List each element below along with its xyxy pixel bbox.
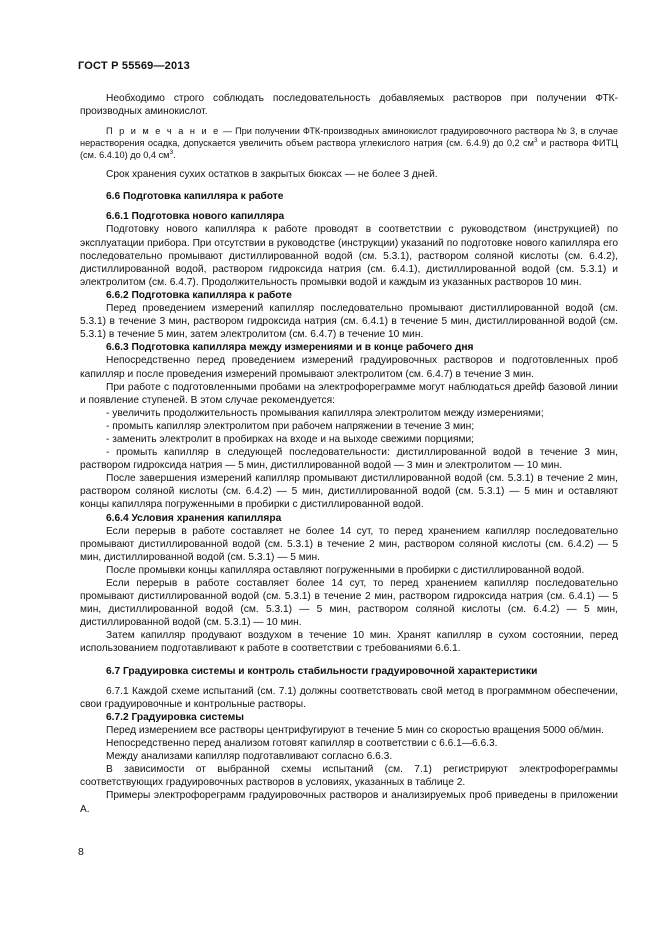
paragraph: Непосредственно перед анализом готовят капилляр в соответствии с 6.6.1—6.6.3. bbox=[106, 738, 498, 750]
paragraph: Подготовку нового капилляра к работе проводят в соответствии с руководством (инструкцией) по эксплуатации прибора. При отсутствии в руководстве (инструкции) указаний по подготовке нового капилляра его последовательно промывают дистиллированной водой (см. 5.3.1), раствором соляной кислоты (см. 6.4.2), дистиллированной водой, раствором гидроксида натрия (см. 6.4.1), дистиллированной водой (см. 5.3.1) и электролитом (см. 6.4.7). Продолжительность промывки водой и каждым из указанных растворов 10 мин. bbox=[80, 224, 618, 288]
paragraph: 6.7.1 Каждой схеме испытаний (см. 7.1) должны соответствовать свой метод в программном обеспечении, свои градуировочные и контрольные растворы. bbox=[80, 685, 618, 710]
subsection-heading: 6.6.1 Подготовка нового капилляра bbox=[106, 211, 285, 223]
note: П р и м е ч а н и е — При получении ФТК-производных аминокислот градуировочного раствора № 3, в случае нерастворения осадка, допускается увеличить объем раствора углекислого натрия (см. 6.4.9) до 0,2 $см^3$ и раствора ФИТЦ (см. 6.4.10) до 0,4 $см^3$. bbox=[80, 126, 618, 161]
paragraph: При работе с подготовленными пробами на электрофореграмме могут наблюдаться дрейф базовой линии и появление ступеней. В этом случае рекомендуется: bbox=[80, 381, 618, 406]
subsection-heading: 6.6.4 Условия хранения капилляра bbox=[106, 512, 282, 524]
paragraph: После промывки концы капилляра оставляют погруженными в пробирки с дистиллированной водой. bbox=[106, 564, 585, 576]
paragraph: Срок хранения сухих остатков в закрытых бюксах — не более 3 дней. bbox=[106, 169, 438, 181]
note-label: П р и м е ч а н и е bbox=[106, 126, 221, 137]
page-number: 8 bbox=[78, 846, 84, 858]
paragraph: Перед проведением измерений капилляр последовательно промывают дистиллированной водой (см. 5.3.1) в течение 3 мин, раствором гидроксида натрия (см. 6.4.1) в течение 5 мин, дистиллированной водой (см. 5.3.1) в течение 5 мин, затем электролитом (см. 6.4.7) в течение 10 мин. bbox=[80, 303, 618, 341]
section-heading: 6.7 Градуировка системы и контроль стабильности градуировочной характеристики bbox=[106, 665, 538, 677]
paragraph: Затем капилляр продувают воздухом в течение 10 мин. Хранят капилляр в сухом состоянии, перед использованием подготавливают к работе в соответствии с требованиями 6.6.1. bbox=[80, 630, 618, 655]
list-item: - заменить электролит в пробирках на входе и на выходе свежими порциями; bbox=[106, 433, 474, 445]
paragraph: Необходимо строго соблюдать последовательность добавляемых растворов при получении ФТК-производных аминокислот. bbox=[80, 93, 618, 118]
list-item: - промыть капилляр в следующей последовательности: дистиллированной водой в течение 3 мин, раствором гидроксида натрия — 5 мин, дистиллированной водой — 3 мин и электролитом — 10 мин. bbox=[80, 447, 618, 472]
list-item: - промыть капилляр электролитом при рабочем напряжении в течение 3 мин; bbox=[106, 420, 475, 432]
subsection-heading: 6.6.2 Подготовка капилляра к работе bbox=[106, 289, 292, 301]
paragraph: Непосредственно перед проведением измерений градуировочных растворов и подготовленных проб капилляр и после проведения измерений промывают электролитом (см. 6.4.7) в течение 3 мин. bbox=[80, 355, 618, 380]
paragraph: Если перерыв в работе составляет более 14 сут, то перед хранением капилляр последовательно промывают дистиллированной водой (см. 5.3.1) в течение 2 мин, раствором гидроксида натрия (см. 6.4.1) — 5 мин, дистиллированной водой (см. 5.3.1) — 5 мин, раствором соляной кислоты (см. 6.4.2) — 5 мин, дистиллированной водой (см. 5.3.1) — 10 мин. bbox=[80, 578, 618, 629]
paragraph: В зависимости от выбранной схемы испытаний (см. 7.1) регистрируют электрофореграммы соответствующих градуировочных растворов в условиях, указанных в таблице 2. bbox=[80, 764, 618, 789]
paragraph: Примеры электрофореграмм градуировочных растворов и анализируемых проб приведены в приложении А. bbox=[80, 790, 618, 815]
paragraph: Если перерыв в работе составляет не более 14 сут, то перед хранением капилляр последовательно промывают дистиллированной водой (см. 5.3.1) в течение 2 мин, раствором соляной кислоты (см. 6.4.2) — 5 мин, дистиллированной водой (см. 5.3.1) — 5 мин. bbox=[80, 525, 618, 563]
paragraph: Перед измерением все растворы центрифугируют в течение 5 мин со скоростью вращения 5000 об/мин. bbox=[106, 724, 604, 736]
subsection-heading: 6.7.2 Градуировка системы bbox=[106, 711, 244, 723]
section-heading: 6.6 Подготовка капилляра к работе bbox=[106, 191, 284, 203]
document-header: ГОСТ Р 55569—2013 bbox=[78, 60, 190, 72]
subsection-heading: 6.6.3 Подготовка капилляра между измерениями и в конце рабочего дня bbox=[106, 342, 474, 354]
paragraph: После завершения измерений капилляр промывают дистиллированной водой (см. 5.3.1) в течение 2 мин, раствором соляной кислоты (см. 6.4.2) — 5 мин, дистиллированной водой (см. 5.3.1) — 5 мин и оставляют концы капилляра погруженными в пробирки с дистиллированной водой. bbox=[80, 473, 618, 511]
paragraph: Между анализами капилляр подготавливают согласно 6.6.3. bbox=[106, 751, 393, 763]
list-item: - увеличить продолжительность промывания капилляра электролитом между измерениями; bbox=[106, 407, 544, 419]
document-body bbox=[80, 92, 618, 816]
